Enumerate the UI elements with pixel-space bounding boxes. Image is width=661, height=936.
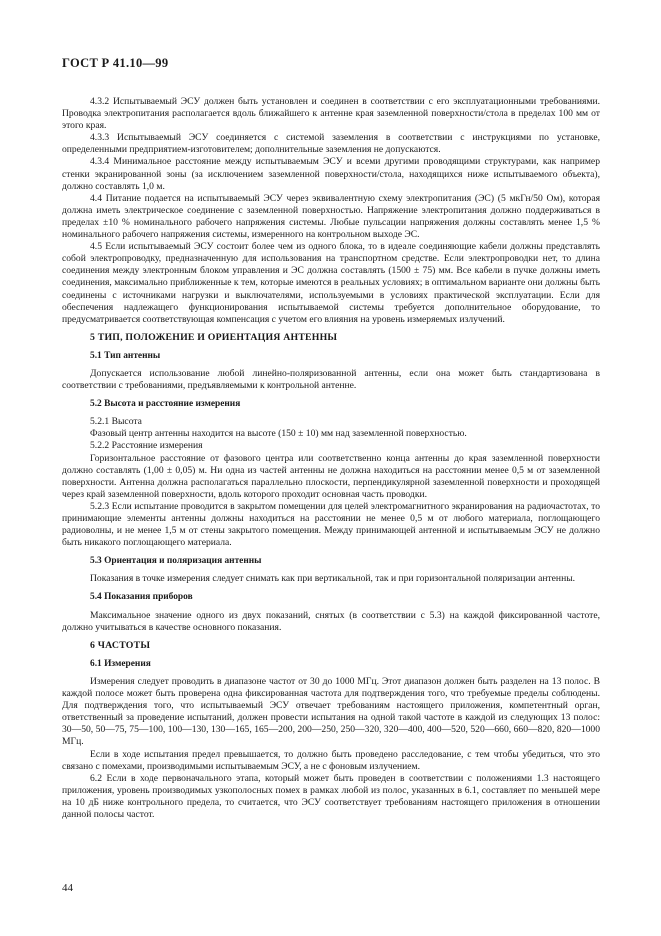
subsection-heading-5-4: 5.4 Показания приборов [90, 592, 193, 603]
section-heading-5: 5 ТИП, ПОЛОЖЕНИЕ И ОРИЕНТАЦИЯ АНТЕННЫ [90, 331, 338, 343]
paragraph-5-4: Максимальное значение одного из двух показаний, снятых (в соответствии с 5.3) на каждой фиксированной частоте, должно учитываться в качестве основного показания. [62, 609, 600, 633]
section-heading-6: 6 ЧАСТОТЫ [90, 639, 151, 651]
paragraph-4-4: 4.4 Питание подается на испытываемый ЭСУ через эквивалентную схему электропитания (ЭС) (5 мкГн/50 Ом), которая должна иметь электрическое соединение с заземленной поверхностью. Напряжение электропитания должно поддерживаться в пределах ±10 % номинального рабочего напряжения системы. Любые пульсации напряжения должны составлять менее 1,5 % номинального рабочего напряжения системы, измеренного на контрольном выходе ЭС. [62, 192, 600, 241]
paragraph-4-5: 4.5 Если испытываемый ЭСУ состоит более чем из одного блока, то в идеале соединяющие кабели должны представлять собой электропроводку, предназначенную для использования на транспортном средстве. Если электропроводки нет, то длина соединения между электронным блоком управления и ЭС должна составлять (1500 ± 75) мм. Все кабели в пучке должны иметь соединения, максимально приближенные к тем, которые имеются в реальных условиях; в оптимальном варианте они должны быть соединены с источниками нагрузки и выключателями, используемыми в условиях практической эксплуатации. Если для обеспечения надлежащего функционирования испытываемой системы требуется дополнительное оборудование, то предусматривается соответствующая компенсация с учетом его влияния на уровень измеряемых излучений. [62, 241, 600, 325]
document-header: ГОСТ Р 41.10—99 [62, 56, 169, 70]
paragraph-6-1-b: Если в ходе испытания предел превышается, то должно быть проведено расследование, с тем чтобы убедиться, что это связано с помехами, производимыми испытываемым ЭСУ, а не с фоновым излучением. [62, 748, 600, 772]
paragraph-4-3-3: 4.3.3 Испытываемый ЭСУ соединяется с системой заземления в соответствии с инструкциями по установке, определенными предприятием-изготовителем; дополнительные заземления не допускаются. [62, 132, 600, 156]
subsection-heading-6-1: 6.1 Измерения [90, 658, 151, 669]
paragraph-4-3-2: 4.3.2 Испытываемый ЭСУ должен быть установлен и соединен в соответствии с его эксплуатационными требованиями. Проводка электропитания располагается вдоль ближайшего к антенне края заземленной поверхности/стола в пределах 100 мм от этого края. [62, 96, 600, 132]
paragraph-5-2-3: 5.2.3 Если испытание проводится в закрытом помещении для целей электромагнитного экранирования на радиочастотах, то принимающие элементы антенны должны находиться на расстоянии не менее 0,5 м от любого материала, поглощающего радиоволны, и не менее 1,5 м от стены закрытого помещения. Между принимающей антенной и испытываемым ЭСУ не должно быть никакого поглощающего материала. [62, 500, 600, 549]
subsection-heading-5-3: 5.3 Ориентация и поляризация антенны [90, 556, 262, 567]
document-body [62, 96, 600, 821]
page-number: 44 [62, 882, 73, 894]
paragraph-6-2: 6.2 Если в ходе первоначального этапа, который может быть проведен в соответствии с положениями 1.3 настоящего приложения, уровень производимых узкополосных помех в рамках любой из полос, указанных в 6.1, составляет по меньшей мере на 10 дБ ниже контрольного предела, то считается, что ЭСУ соответствует требованиям настоящего приложения в отношении данной полосы частот. [62, 772, 600, 820]
paragraph-5-2-2: Горизонтальное расстояние от фазового центра или соответственно конца антенны до края заземленной поверхности должно составлять (1,00 ± 0,05) м. Ни одна из частей антенны не должна находиться на расстоянии менее 0,5 м от заземленной поверхности. Антенна должна располагаться параллельно плоскости, перпендикулярной заземленной поверхности и проходящей через край заземленной поверхности, вдоль которого проходит основная часть проводки. [62, 452, 600, 500]
paragraph-5-2-1-title: 5.2.1 Высота [90, 416, 142, 428]
subsection-heading-5-2: 5.2 Высота и расстояние измерения [90, 399, 241, 410]
subsection-heading-5-1: 5.1 Тип антенны [90, 350, 161, 361]
paragraph-6-1: Измерения следует проводить в диапазоне частот от 30 до 1000 МГц. Этот диапазон должен быть разделен на 13 полос. В каждой полосе может быть проверена одна фиксированная частота для подтверждения того, что требуемые пределы соблюдены. Для подтверждения того, что испытываемый ЭСУ отвечает требованиям настоящего приложения, компетентный орган, ответственный за проведение испытаний, должен провести испытания на одной такой частоте в каждой из следующих 13 полос: 30—50, 50—75, 75—100, 100—130, 130—165, 165—200, 200—250, 250—320, 320—400, 400—520, 520—660, 660—820, 820—1000 МГц. [62, 675, 600, 748]
paragraph-5-3: Показания в точке измерения следует снимать как при вертикальной, так и при горизонтальной поляризации антенны. [90, 573, 576, 585]
paragraph-5-2-2-title: 5.2.2 Расстояние измерения [90, 440, 203, 452]
paragraph-4-3-4: 4.3.4 Минимальное расстояние между испытываемым ЭСУ и всеми другими проводящими структурами, как например стенки экранированной зоны (за исключением заземленной поверхности/стола, находящихся ниже испытываемого объекта), должно составлять 1,0 м. [62, 156, 600, 192]
paragraph-5-2-1: Фазовый центр антенны находится на высоте (150 ± 10) мм над заземленной поверхностью. [90, 428, 467, 440]
paragraph-5-1: Допускается использование любой линейно-поляризованной антенны, если она может быть стандартизована в соответствии с требованиями, предъявляемыми к контрольной антенне. [62, 367, 600, 392]
